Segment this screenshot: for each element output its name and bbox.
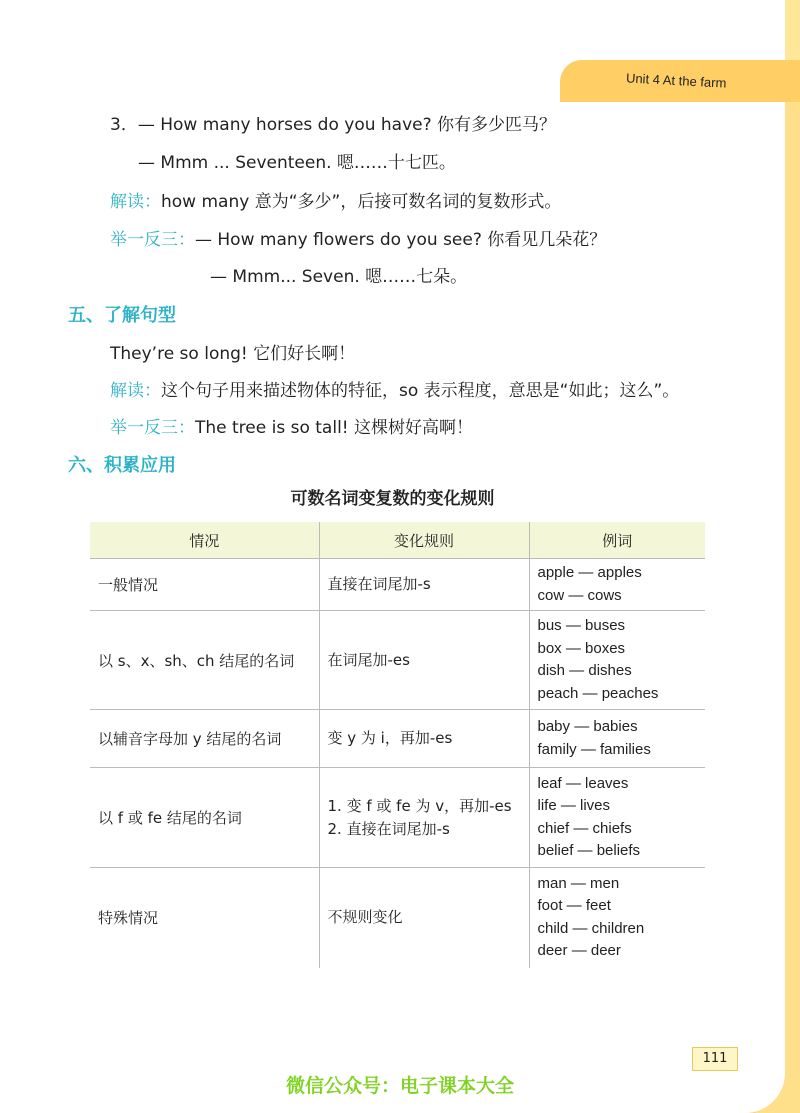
rule-line: 2. 直接在词尾加-s: [327, 819, 450, 838]
watermark-text: 微信公众号：电子课本大全: [285, 1075, 514, 1097]
example-3-answer: — Mmm... Seven. 嗯……七朵。: [210, 267, 468, 287]
example-word: baby — babies: [537, 718, 638, 735]
sentence-pattern: They’re so long! 它们好长啊！: [110, 344, 356, 364]
explanation-text: how many 意为“多少”，后接可数名词的复数形式。: [161, 192, 562, 212]
example-word: life — lives: [537, 797, 611, 814]
page-number: 111: [692, 1047, 738, 1071]
examples-cell: [529, 868, 705, 968]
example-word: peach — peaches: [537, 684, 659, 702]
example-word: leaf — leaves: [537, 774, 629, 792]
explanation-3: [110, 187, 561, 212]
examples-cell: [529, 768, 705, 868]
example-word: man — men: [537, 874, 620, 892]
example-label: 举一反三：: [110, 230, 195, 250]
case-cell: 以辅音字母加 y 结尾的名词: [90, 710, 319, 768]
example-text: The tree is so tall! 这棵树好高啊！: [195, 418, 474, 438]
rule-cell: [319, 868, 529, 968]
section-6-title: 六、积累应用: [68, 455, 176, 476]
table-title: 可数名词变复数的变化规则: [290, 489, 495, 509]
example-word: apple — apples: [537, 564, 642, 581]
explanation-text: 这个句子用来描述物体的特征，so 表示程度，意思是“如此；这么”。: [161, 381, 680, 401]
explanation-label: 解读：: [110, 381, 161, 401]
case-cell: 特殊情况: [90, 868, 319, 968]
example-word: cow — cows: [537, 586, 622, 604]
example-word: family — families: [537, 740, 651, 758]
question-3: 3．— How many horses do you have? 你有多少匹马？: [110, 115, 557, 135]
examples-cell: [529, 559, 705, 611]
rule-line: 不规则变化: [327, 908, 403, 927]
column-header-rule: 变化规则: [319, 522, 529, 559]
answer-3: — Mmm ... Seventeen. 嗯……十七匹。: [138, 153, 456, 173]
example-word: chief — chiefs: [537, 819, 632, 837]
column-header-examples: 例词: [529, 522, 705, 559]
table-row: [90, 611, 705, 710]
case-cell: 以 s、x、sh、ch 结尾的名词: [90, 611, 319, 710]
rule-line: 变 y 为 i，再加-es: [327, 729, 453, 747]
example-question: — How many flowers do you see? 你看见几朵花？: [195, 230, 607, 250]
rule-cell: [319, 559, 529, 611]
example-word: foot — feet: [537, 897, 611, 915]
example-word: dish — dishes: [537, 662, 632, 679]
column-header-case: 情况: [90, 522, 319, 559]
example-label: 举一反三：: [110, 418, 195, 438]
explanation-5: [110, 376, 679, 401]
example-3-question: [110, 225, 606, 250]
plural-rules-table: [90, 522, 705, 968]
case-cell: 以 f 或 fe 结尾的名词: [90, 768, 319, 868]
table-row: [90, 710, 705, 768]
explanation-label: 解读：: [110, 192, 161, 212]
examples-cell: [529, 611, 705, 710]
example-word: belief — beliefs: [537, 842, 641, 859]
example-word: deer — deer: [537, 942, 621, 960]
example-word: bus — buses: [537, 617, 626, 634]
table-row: [90, 559, 705, 611]
section-5-title: 五、了解句型: [68, 305, 176, 326]
table-row: [90, 868, 705, 968]
table-row: [90, 768, 705, 868]
example-word: box — boxes: [537, 639, 626, 657]
examples-cell: [529, 710, 705, 768]
rule-cell: [319, 710, 529, 768]
rule-line: 直接在词尾加-s: [327, 575, 431, 593]
case-cell: 一般情况: [90, 559, 319, 611]
rule-line: 在词尾加-es: [327, 650, 410, 669]
example-5: [110, 413, 473, 438]
rule-cell: [319, 768, 529, 868]
rule-line: 1. 变 f 或 fe 为 v，再加-es: [327, 796, 512, 815]
unit-label: Unit 4 At the farm: [625, 70, 727, 91]
rule-cell: [319, 611, 529, 710]
example-word: child — children: [537, 919, 645, 937]
